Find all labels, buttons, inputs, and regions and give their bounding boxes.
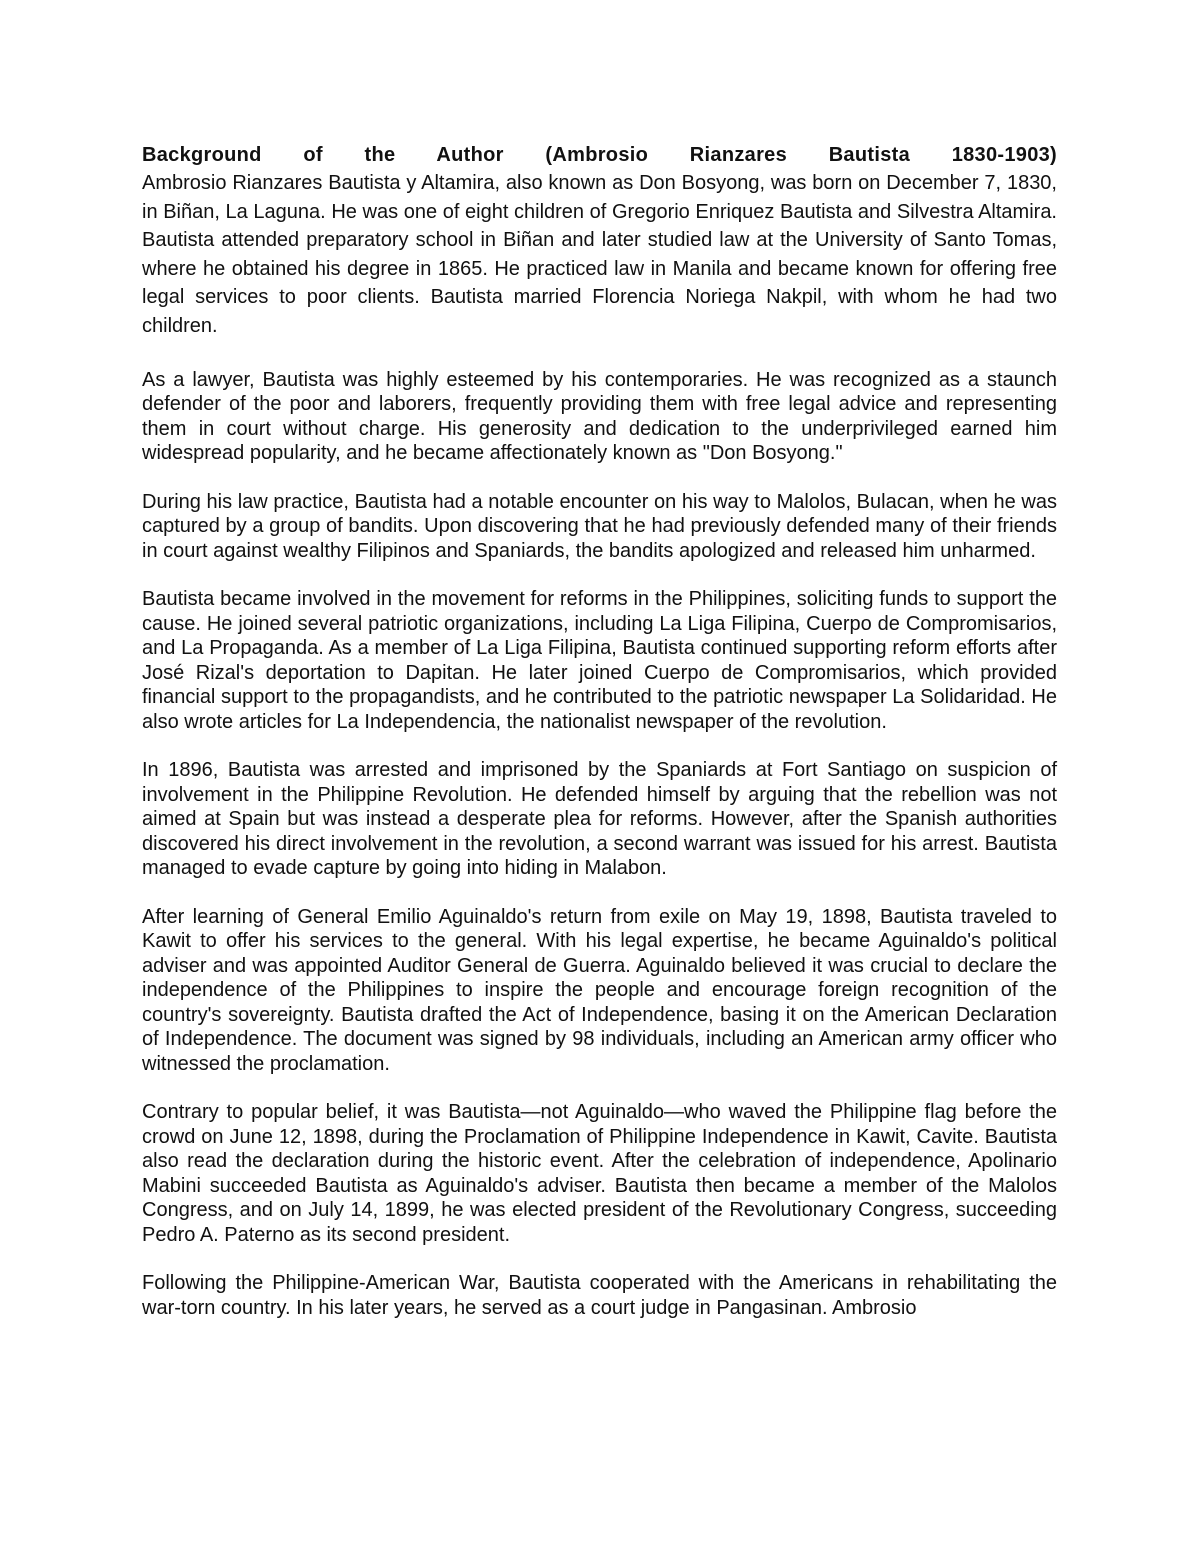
paragraph-lawyer: As a lawyer, Bautista was highly esteemed by his contemporaries. He was recognized as a staunch defender of the poor and laborers, frequently providing them with free legal advice and representing them in court without charge. His generosity and dedication to the underprivileged earned him widespread popularity, and he became affectionately known as "Don Bosyong." (142, 368, 1057, 465)
paragraph-later-years: Following the Philippine-American War, Bautista cooperated with the Americans in rehabilitating the war-torn country. In his later years, he served as a court judge in Pangasinan. Ambrosio (142, 1272, 1057, 1319)
paragraph-proclamation: Contrary to popular belief, it was Bautista—not Aguinaldo—who waved the Philippine flag before the crowd on June 12, 1898, during the Proclamation of Philippine Independence in Kawit, Cavite. Bautista also read the declaration during the historic event. After the celebration of independence, Apolinario Mabini succeeded Bautista as Aguinaldo's adviser. Bautista then became a member of the Malolos Congress, and on July 14, 1899, he was elected president of the Revolutionary Congress, succeeding Pedro A. Paterno as its second president. (142, 1101, 1057, 1246)
document-body (142, 141, 1057, 1320)
paragraph-act-of-independence: After learning of General Emilio Aguinaldo's return from exile on May 19, 1898, Bautista traveled to Kawit to offer his services to the general. With his legal expertise, he became Aguinaldo's political adviser and was appointed Auditor General de Guerra. Aguinaldo believed it was crucial to declare the independence of the Philippines to inspire the people and encourage foreign recognition of the country's sovereignty. Bautista drafted the Act of Independence, basing it on the American Declaration of Independence. The document was signed by 98 individuals, including an American army officer who witnessed the proclamation. (142, 905, 1057, 1075)
paragraph-arrest: In 1896, Bautista was arrested and imprisoned by the Spaniards at Fort Santiago on suspicion of involvement in the Philippine Revolution. He defended himself by arguing that the rebellion was not aimed at Spain but was instead a desperate plea for reforms. However, after the Spanish authorities discovered his direct involvement in the revolution, a second warrant was issued for his arrest. Bautista managed to evade capture by going into hiding in Malabon. (142, 759, 1057, 880)
paragraph-early-life: Ambrosio Rianzares Bautista y Altamira, also known as Don Bosyong, was born on December 7, 1830, in Biñan, La Laguna. He was one of eight children of Gregorio Enriquez Bautista and Silvestra Altamira. Bautista attended preparatory school in Biñan and later studied law at the University of Santo Tomas, where he obtained his degree in 1865. He practiced law in Manila and became known for offering free legal services to poor clients. Bautista married Florencia Noriega Nakpil, with whom he had two children. (142, 172, 1057, 337)
paragraph-bandits: During his law practice, Bautista had a notable encounter on his way to Malolos, Bulacan, when he was captured by a group of bandits. Upon discovering that he had previously defended many of their friends in court against wealthy Filipinos and Spaniards, the bandits apologized and released him unharmed. (142, 490, 1057, 562)
document-heading: Background of the Author (Ambrosio Rianzares Bautista 1830-1903) (142, 144, 1057, 166)
paragraph-reform-movement: Bautista became involved in the movement for reforms in the Philippines, soliciting funds to support the cause. He joined several patriotic organizations, including La Liga Filipina, Cuerpo de Compromisarios, and La Propaganda. As a member of La Liga Filipina, Bautista continued supporting reform efforts after José Rizal's deportation to Dapitan. He later joined Cuerpo de Compromisarios, which provided financial support to the propagandists, and he contributed to the patriotic newspaper La Solidaridad. He also wrote articles for La Independencia, the nationalist newspaper of the revolution. (142, 588, 1057, 733)
